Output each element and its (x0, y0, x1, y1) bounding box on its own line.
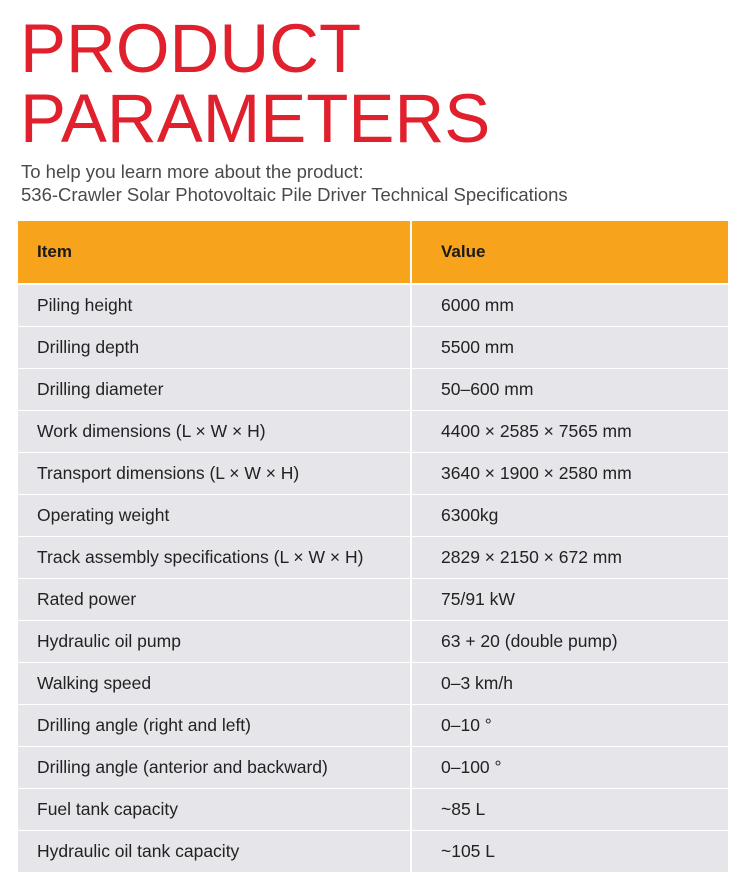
table-body (18, 285, 728, 872)
spec-item-cell: Work dimensions (L × W × H) (18, 411, 412, 452)
spec-item-cell: Operating weight (18, 495, 412, 536)
table-row (18, 789, 728, 830)
table-row (18, 285, 728, 326)
spec-item-cell: Hydraulic oil tank capacity (18, 831, 412, 872)
spec-item-cell: Walking speed (18, 663, 412, 704)
table-row (18, 411, 728, 452)
spec-value-cell: 0–100 ° (441, 757, 502, 777)
table-row (18, 831, 728, 872)
spec-value-cell: 63 + 20 (double pump) (441, 631, 618, 651)
title-line-2: PARAMETERS (20, 80, 491, 157)
specifications-table (18, 221, 728, 873)
table-row (18, 327, 728, 368)
table-row (18, 453, 728, 494)
table-row (18, 705, 728, 746)
column-header-value: Value (441, 242, 486, 261)
spec-item-cell: Rated power (18, 579, 412, 620)
table-row (18, 579, 728, 620)
spec-item-cell: Piling height (18, 285, 412, 326)
spec-value-cell: 4400 × 2585 × 7565 mm (441, 421, 632, 441)
table-header-row (18, 221, 728, 283)
table-row (18, 663, 728, 704)
subtitle-line-2: 536-Crawler Solar Photovoltaic Pile Driver Technical Specifications (21, 184, 568, 205)
spec-item-cell: Hydraulic oil pump (18, 621, 412, 662)
spec-item-cell: Drilling diameter (18, 369, 412, 410)
spec-value-cell: 6300kg (441, 505, 499, 525)
spec-item-cell: Fuel tank capacity (18, 789, 412, 830)
column-header-item: Item (18, 221, 412, 283)
spec-value-cell: 0–3 km/h (441, 673, 513, 693)
spec-value-cell: 50–600 mm (441, 379, 534, 399)
table-row (18, 537, 728, 578)
table-row (18, 495, 728, 536)
spec-item-cell: Transport dimensions (L × W × H) (18, 453, 412, 494)
spec-item-cell: Drilling angle (anterior and backward) (18, 747, 412, 788)
spec-value-cell: 6000 mm (441, 295, 514, 315)
page-subtitle (21, 160, 568, 206)
spec-value-cell: 5500 mm (441, 337, 514, 357)
spec-value-cell: 0–10 ° (441, 715, 492, 735)
spec-value-cell: 2829 × 2150 × 672 mm (441, 547, 622, 567)
spec-item-cell: Drilling angle (right and left) (18, 705, 412, 746)
title-line-1: PRODUCT (20, 10, 362, 87)
spec-item-cell: Track assembly specifications (L × W × H) (18, 537, 412, 578)
table-row (18, 621, 728, 662)
spec-value-cell: ~85 L (441, 799, 486, 819)
spec-value-cell: 75/91 kW (441, 589, 515, 609)
table-row (18, 747, 728, 788)
page-title (20, 10, 491, 157)
spec-value-cell: ~105 L (441, 841, 496, 861)
spec-item-cell: Drilling depth (18, 327, 412, 368)
table-row (18, 369, 728, 410)
subtitle-line-1: To help you learn more about the product: (21, 161, 364, 182)
spec-value-cell: 3640 × 1900 × 2580 mm (441, 463, 632, 483)
